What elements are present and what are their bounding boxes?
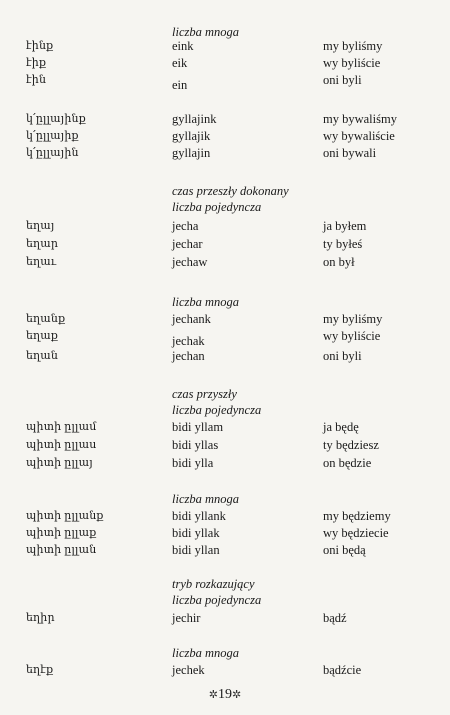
polish-translation: ja byłem bbox=[323, 219, 367, 233]
transliteration: jechank bbox=[172, 312, 211, 326]
conjugation-row bbox=[0, 611, 450, 626]
polish-translation: bądź bbox=[323, 611, 347, 625]
conjugation-row bbox=[0, 146, 450, 161]
conjugation-row bbox=[0, 329, 450, 348]
transliteration: bidi yllank bbox=[172, 509, 226, 523]
conjugation-row bbox=[0, 129, 450, 144]
armenian-form: պիտի ըլլամ bbox=[26, 421, 97, 433]
armenian-form: պիտի ըլլաք bbox=[26, 527, 97, 539]
conjugation-row bbox=[0, 526, 450, 541]
armenian-form: էինք bbox=[26, 40, 54, 52]
section-heading: liczba mnoga bbox=[172, 295, 240, 309]
polish-translation: wy będziecie bbox=[323, 526, 389, 540]
polish-translation: wy bywaliście bbox=[323, 129, 395, 143]
transliteration: bidi yllam bbox=[172, 420, 224, 434]
polish-translation: bądźcie bbox=[323, 663, 362, 677]
transliteration: ein bbox=[172, 78, 188, 92]
armenian-form: եղան bbox=[26, 350, 59, 362]
transliteration: eik bbox=[172, 56, 188, 70]
polish-translation: ja będę bbox=[323, 420, 359, 434]
armenian-form: պիտի ըլլայ bbox=[26, 457, 93, 469]
page-number: 19 bbox=[218, 687, 232, 702]
section-heading: czas przeszły dokonany bbox=[172, 184, 289, 198]
armenian-form: էիք bbox=[26, 57, 47, 69]
transliteration: bidi yllan bbox=[172, 543, 220, 557]
armenian-form: եղայ bbox=[26, 220, 55, 232]
conjugation-row bbox=[0, 219, 450, 234]
ornament-right-icon: ✲ bbox=[232, 689, 242, 701]
transliteration: jechak bbox=[172, 334, 205, 348]
section-heading: czas przyszły bbox=[172, 387, 237, 401]
transliteration: eink bbox=[172, 39, 194, 53]
conjugation-row bbox=[0, 112, 450, 127]
armenian-form: կ՛ըլլայինք bbox=[26, 113, 86, 125]
polish-translation: my byliśmy bbox=[323, 39, 383, 53]
polish-translation: on był bbox=[323, 255, 355, 269]
polish-translation: wy byliście bbox=[323, 56, 381, 70]
polish-translation: my byliśmy bbox=[323, 312, 383, 326]
armenian-form: եղէք bbox=[26, 664, 54, 676]
transliteration: bidi yllas bbox=[172, 438, 219, 452]
section-heading: liczba mnoga bbox=[172, 492, 240, 506]
transliteration: jechek bbox=[172, 663, 205, 677]
polish-translation: oni byli bbox=[323, 349, 362, 363]
conjugation-row bbox=[0, 312, 450, 327]
section-heading: liczba mnoga bbox=[172, 646, 240, 660]
section-subheading: liczba pojedyncza bbox=[172, 200, 262, 214]
polish-translation: my bywaliśmy bbox=[323, 112, 397, 126]
conjugation-row bbox=[0, 456, 450, 471]
conjugation-row bbox=[0, 349, 450, 364]
transliteration: gyllajin bbox=[172, 146, 211, 160]
conjugation-row bbox=[0, 39, 450, 54]
section-subheading: liczba pojedyncza bbox=[172, 593, 262, 607]
section-heading: tryb rozkazujący bbox=[172, 577, 255, 591]
armenian-form: պիտի ըլլան bbox=[26, 544, 97, 556]
polish-translation: ty byłeś bbox=[323, 237, 363, 251]
ornament-left-icon: ✲ bbox=[208, 689, 218, 701]
conjugation-row bbox=[0, 543, 450, 558]
conjugation-row bbox=[0, 509, 450, 524]
polish-translation: oni byli bbox=[323, 73, 362, 87]
conjugation-row bbox=[0, 438, 450, 453]
armenian-form: եղար bbox=[26, 238, 59, 250]
armenian-form: կ՛ըլլայիք bbox=[26, 130, 79, 142]
transliteration: jechaw bbox=[172, 255, 208, 269]
polish-translation: wy byliście bbox=[323, 329, 381, 343]
section-heading: liczba mnoga bbox=[172, 25, 240, 39]
section-subheading: liczba pojedyncza bbox=[172, 403, 262, 417]
conjugation-row bbox=[0, 663, 450, 678]
page-number-footer bbox=[0, 687, 450, 703]
conjugation-row bbox=[0, 255, 450, 270]
transliteration: jechan bbox=[172, 349, 205, 363]
conjugation-row bbox=[0, 56, 450, 71]
transliteration: jechar bbox=[172, 237, 203, 251]
polish-translation: oni bywali bbox=[323, 146, 377, 160]
transliteration: gyllajik bbox=[172, 129, 211, 143]
armenian-form: եղանք bbox=[26, 313, 66, 325]
transliteration: bidi ylla bbox=[172, 456, 214, 470]
polish-translation: oni będą bbox=[323, 543, 366, 557]
armenian-form: պիտի ըլլանք bbox=[26, 510, 104, 522]
transliteration: jecha bbox=[172, 219, 199, 233]
polish-translation: my będziemy bbox=[323, 509, 391, 523]
armenian-form: եղաք bbox=[26, 330, 59, 342]
armenian-form: կ՛ըլլային bbox=[26, 147, 79, 159]
armenian-form: եղաւ bbox=[26, 256, 57, 268]
armenian-form: պիտի ըլլաս bbox=[26, 439, 97, 451]
conjugation-row bbox=[0, 237, 450, 252]
conjugation-row bbox=[0, 420, 450, 435]
transliteration: bidi yllak bbox=[172, 526, 220, 540]
transliteration: gyllajink bbox=[172, 112, 217, 126]
polish-translation: ty będziesz bbox=[323, 438, 379, 452]
conjugation-row bbox=[0, 73, 450, 92]
polish-translation: on będzie bbox=[323, 456, 372, 470]
armenian-form: եղիր bbox=[26, 612, 55, 624]
armenian-form: էին bbox=[26, 74, 47, 86]
transliteration: jechir bbox=[172, 611, 201, 625]
